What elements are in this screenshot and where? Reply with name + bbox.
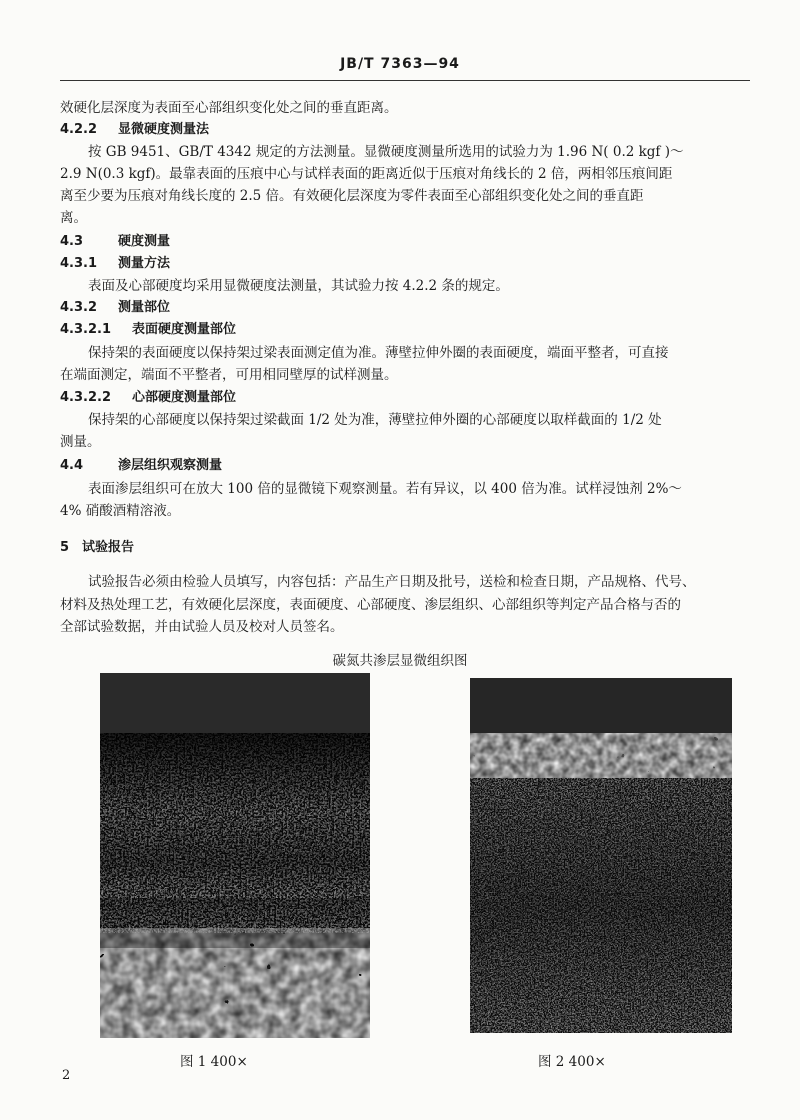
micrograph-2-image — [470, 678, 732, 1033]
figure-group-title: 碳氮共渗层显微组织图 — [332, 653, 468, 669]
text-line: 离。 — [60, 210, 87, 226]
heading-number: 4.3.2.2 — [60, 390, 111, 405]
micrograph-figure-1 — [100, 673, 370, 1038]
text-line: 4% 硝酸酒精溶液。 — [60, 503, 181, 519]
heading-4-2-2 — [60, 121, 209, 139]
heading-5 — [60, 539, 134, 557]
text-line: 表面及心部硬度均采用显微硬度法测量，其试验力按 4.2.2 条的规定。 — [88, 278, 509, 294]
figure-1-caption: 图 1 400× — [180, 1054, 248, 1070]
text-line: 试验报告必须由检验人员填写，内容包括：产品生产日期及批号，送检和检查日期，产品规格、代号、 — [88, 574, 696, 590]
heading-title: 测量部位 — [118, 300, 171, 315]
heading-number: 4.3.2.1 — [60, 322, 111, 337]
micrograph-figure-2 — [470, 678, 732, 1033]
heading-4-3-2-1 — [60, 321, 236, 339]
heading-title: 表面硬度测量部位 — [132, 322, 237, 337]
heading-title: 心部硬度测量部位 — [132, 390, 237, 405]
heading-number: 4.2.2 — [60, 122, 98, 137]
micrograph-1-image — [100, 673, 370, 1038]
heading-title: 硬度测量 — [118, 234, 171, 249]
heading-title: 试验报告 — [82, 540, 135, 555]
text-line: 保持架的表面硬度以保持架过梁表面测定值为准。薄壁拉伸外圈的表面硬度，端面平整者，可直接 — [88, 345, 669, 361]
text-line: 保持架的心部硬度以保持架过梁截面 1/2 处为准，薄壁拉伸外圈的心部硬度以取样截面的 1/2 处 — [88, 412, 662, 428]
heading-4-3 — [60, 233, 170, 251]
text-line: 全部试验数据，并由试验人员及校对人员签名。 — [60, 619, 344, 635]
page-number: 2 — [62, 1068, 71, 1083]
text-line: 2.9 N(0.3 kgf)。最靠表面的压痕中心与试样表面的距离近似于压痕对角线长的 2 倍，两相邻压痕间距 — [60, 166, 673, 182]
heading-4-4 — [60, 457, 222, 475]
heading-title: 显微硬度测量法 — [118, 122, 210, 137]
text-line: 测量。 — [60, 434, 101, 450]
heading-title: 测量方法 — [118, 256, 171, 271]
heading-number: 4.4 — [60, 458, 84, 473]
header-rule — [60, 80, 750, 81]
text-line: 材料及热处理工艺，有效硬化层深度，表面硬度、心部硬度、渗层组织、心部组织等判定产品合格与否的 — [60, 597, 681, 613]
text-line: 按 GB 9451、GB/T 4342 规定的方法测量。显微硬度测量所选用的试验力为 1.96 N( 0.2 kgf )～ — [88, 144, 684, 160]
heading-4-3-1 — [60, 255, 170, 273]
heading-title: 渗层组织观察测量 — [118, 458, 223, 473]
heading-4-3-2 — [60, 299, 170, 317]
heading-number: 5 — [60, 540, 70, 555]
heading-number: 4.3 — [60, 234, 84, 249]
figure-2-caption: 图 2 400× — [538, 1054, 606, 1070]
heading-number: 4.3.2 — [60, 300, 98, 315]
heading-number: 4.3.1 — [60, 256, 98, 271]
text-line: 离至少要为压痕对角线长度的 2.5 倍。有效硬化层深度为零件表面至心部组织变化处之间的垂直距 — [60, 188, 644, 204]
text-line: 效硬化层深度为表面至心部组织变化处之间的垂直距离。 — [60, 100, 398, 116]
heading-4-3-2-2 — [60, 389, 236, 407]
standard-header: JB/T 7363—94 — [340, 56, 460, 72]
text-line: 在端面测定，端面不平整者，可用相同壁厚的试样测量。 — [60, 367, 398, 383]
text-line: 表面渗层组织可在放大 100 倍的显微镜下观察测量。若有异议，以 400 倍为准。试样浸蚀剂 2%～ — [88, 481, 682, 497]
